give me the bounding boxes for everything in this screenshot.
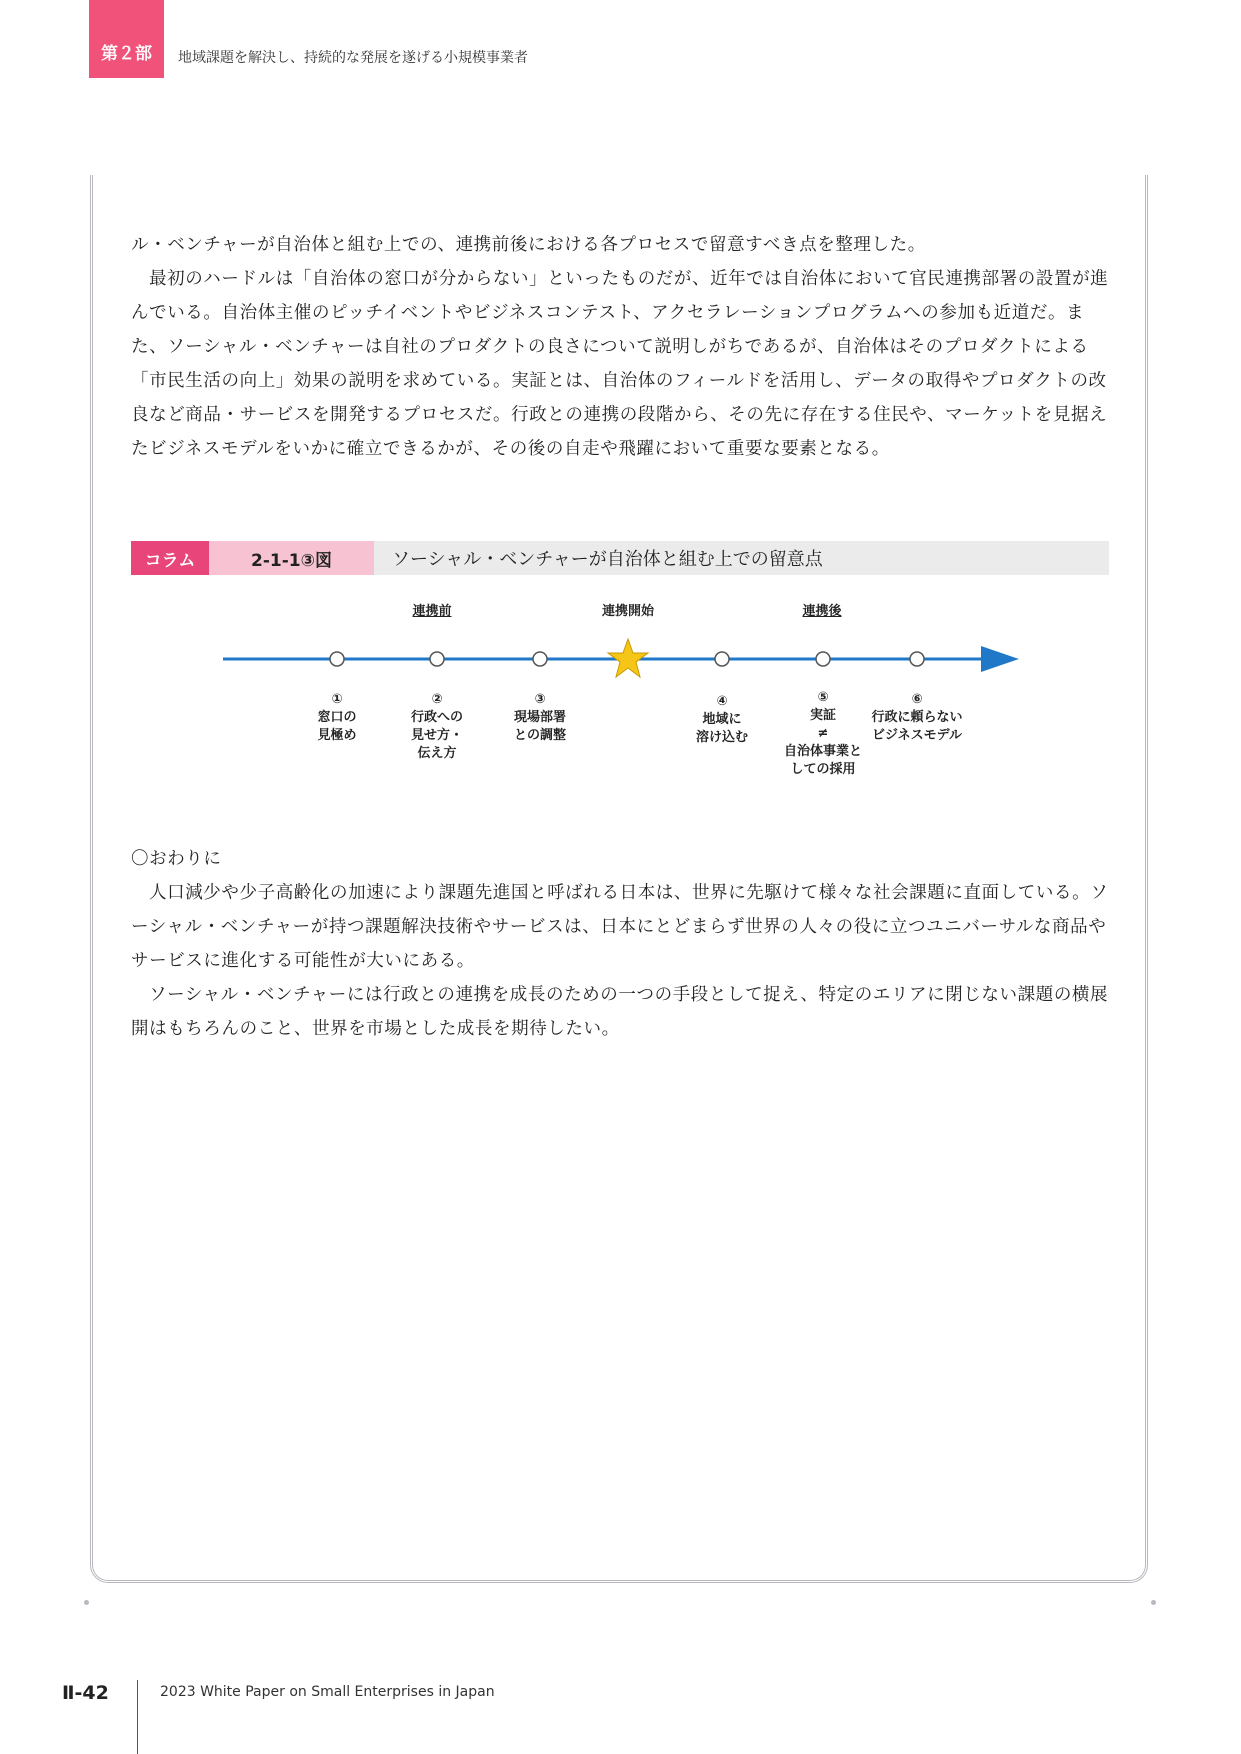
timeline-diagram (131, 595, 1109, 795)
step-3-line-2: との調整 (513, 728, 567, 743)
timeline-node-5 (816, 652, 830, 666)
step-4-line-2: 溶け込む (695, 730, 749, 745)
footer-divider (137, 1680, 138, 1754)
step-label-5 (784, 689, 862, 779)
step-5-line-4: しての採用 (790, 762, 856, 777)
frame-corner-dot-left (84, 1600, 89, 1605)
step-number-6: ⑥ (911, 692, 923, 707)
step-6-line-2: ビジネスモデル (872, 728, 962, 743)
step-4-line-1: 地域に (702, 712, 742, 727)
step-6-line-1: 行政に頼らない (871, 710, 963, 725)
step-5-line-2: ≠ (817, 726, 829, 741)
timeline-node-6 (910, 652, 924, 666)
timeline-node-4 (715, 652, 729, 666)
part-label: 第２部 (101, 44, 152, 64)
step-3-line-1: 現場部署 (513, 710, 567, 725)
figure-header (131, 541, 1109, 575)
step-label-3 (514, 691, 566, 745)
phase-label-after: 連携後 (802, 604, 842, 619)
step-number-2: ② (431, 692, 443, 707)
body-paragraph-1: ル・ベンチャーが自治体と組む上での、連携前後における各プロセスで留意すべき点を整理した。 (131, 235, 926, 255)
step-number-1: ① (331, 692, 343, 707)
part-tab (89, 0, 164, 78)
timeline-arrowhead (981, 646, 1019, 672)
step-number-3: ③ (534, 692, 546, 707)
phase-label-start: 連携開始 (601, 604, 655, 619)
figure-number: 2-1-1③図 (209, 541, 374, 575)
step-1-line-2: 見極め (317, 728, 357, 743)
step-2-line-1: 行政への (410, 710, 464, 725)
step-2-line-2: 見せ方・ (410, 728, 464, 743)
step-number-5: ⑤ (817, 690, 829, 705)
step-2-line-3: 伝え方 (417, 746, 457, 761)
step-label-2 (411, 691, 463, 763)
step-label-4 (696, 693, 748, 747)
frame-corner-dot-right (1151, 1600, 1156, 1605)
phase-label-before: 連携前 (412, 604, 452, 619)
step-label-6 (871, 691, 962, 745)
step-label-1 (317, 691, 356, 745)
closing-paragraph-2: ソーシャル・ベンチャーには行政との連携を成長のための一つの手段として捉え、特定のエリアに閉じない課題の横展開はもちろんのこと、世界を市場とした成長を期待したい。 (131, 985, 1109, 1039)
section-heading: 〇おわりに (131, 849, 222, 869)
step-5-line-1: 実証 (809, 708, 837, 723)
column-label: コラム (131, 541, 209, 575)
star-icon (608, 639, 648, 677)
timeline-node-3 (533, 652, 547, 666)
step-number-4: ④ (716, 694, 728, 709)
body-paragraph-2: 最初のハードルは「自治体の窓口が分からない」といったものだが、近年では自治体において官民連携部署の設置が進んでいる。自治体主催のピッチイベントやビジネスコンテスト、アクセラレーションプログラムへの参加も近道だ。また、ソーシャル・ベンチャーは自社のプロダクトの良さについて説明しがちであるが、自治体はそのプロダクトによる「市民生活の向上」効果の説明を求めている。実証とは、自治体のフィールドを活用し、データの取得やプロダクトの改良など商品・サービスを開発するプロセスだ。行政との連携の段階から、その先に存在する住民や、マーケットを見据えたビジネスモデルをいかに確立できるかが、その後の自走や飛躍において重要な要素となる。 (131, 269, 1109, 459)
figure-title: ソーシャル・ベンチャーが自治体と組む上での留意点 (374, 541, 1109, 575)
timeline-node-1 (330, 652, 344, 666)
step-1-line-1: 窓口の (317, 710, 357, 725)
step-5-line-3: 自治体事業と (783, 744, 863, 759)
footer-title: 2023 White Paper on Small Enterprises in Japan (160, 1684, 495, 1700)
page-number: Ⅱ-42 (62, 1682, 109, 1704)
timeline-node-2 (430, 652, 444, 666)
closing-paragraph-1: 人口減少や少子高齢化の加速により課題先進国と呼ばれる日本は、世界に先駆けて様々な社会課題に直面している。ソーシャル・ベンチャーが持つ課題解決技術やサービスは、日本にとどまらず世界の人々の役に立つユニバーサルな商品やサービスに進化する可能性が大いにある。 (131, 883, 1109, 971)
part-subtitle: 地域課題を解決し、持続的な発展を遂げる小規模事業者 (178, 50, 528, 66)
